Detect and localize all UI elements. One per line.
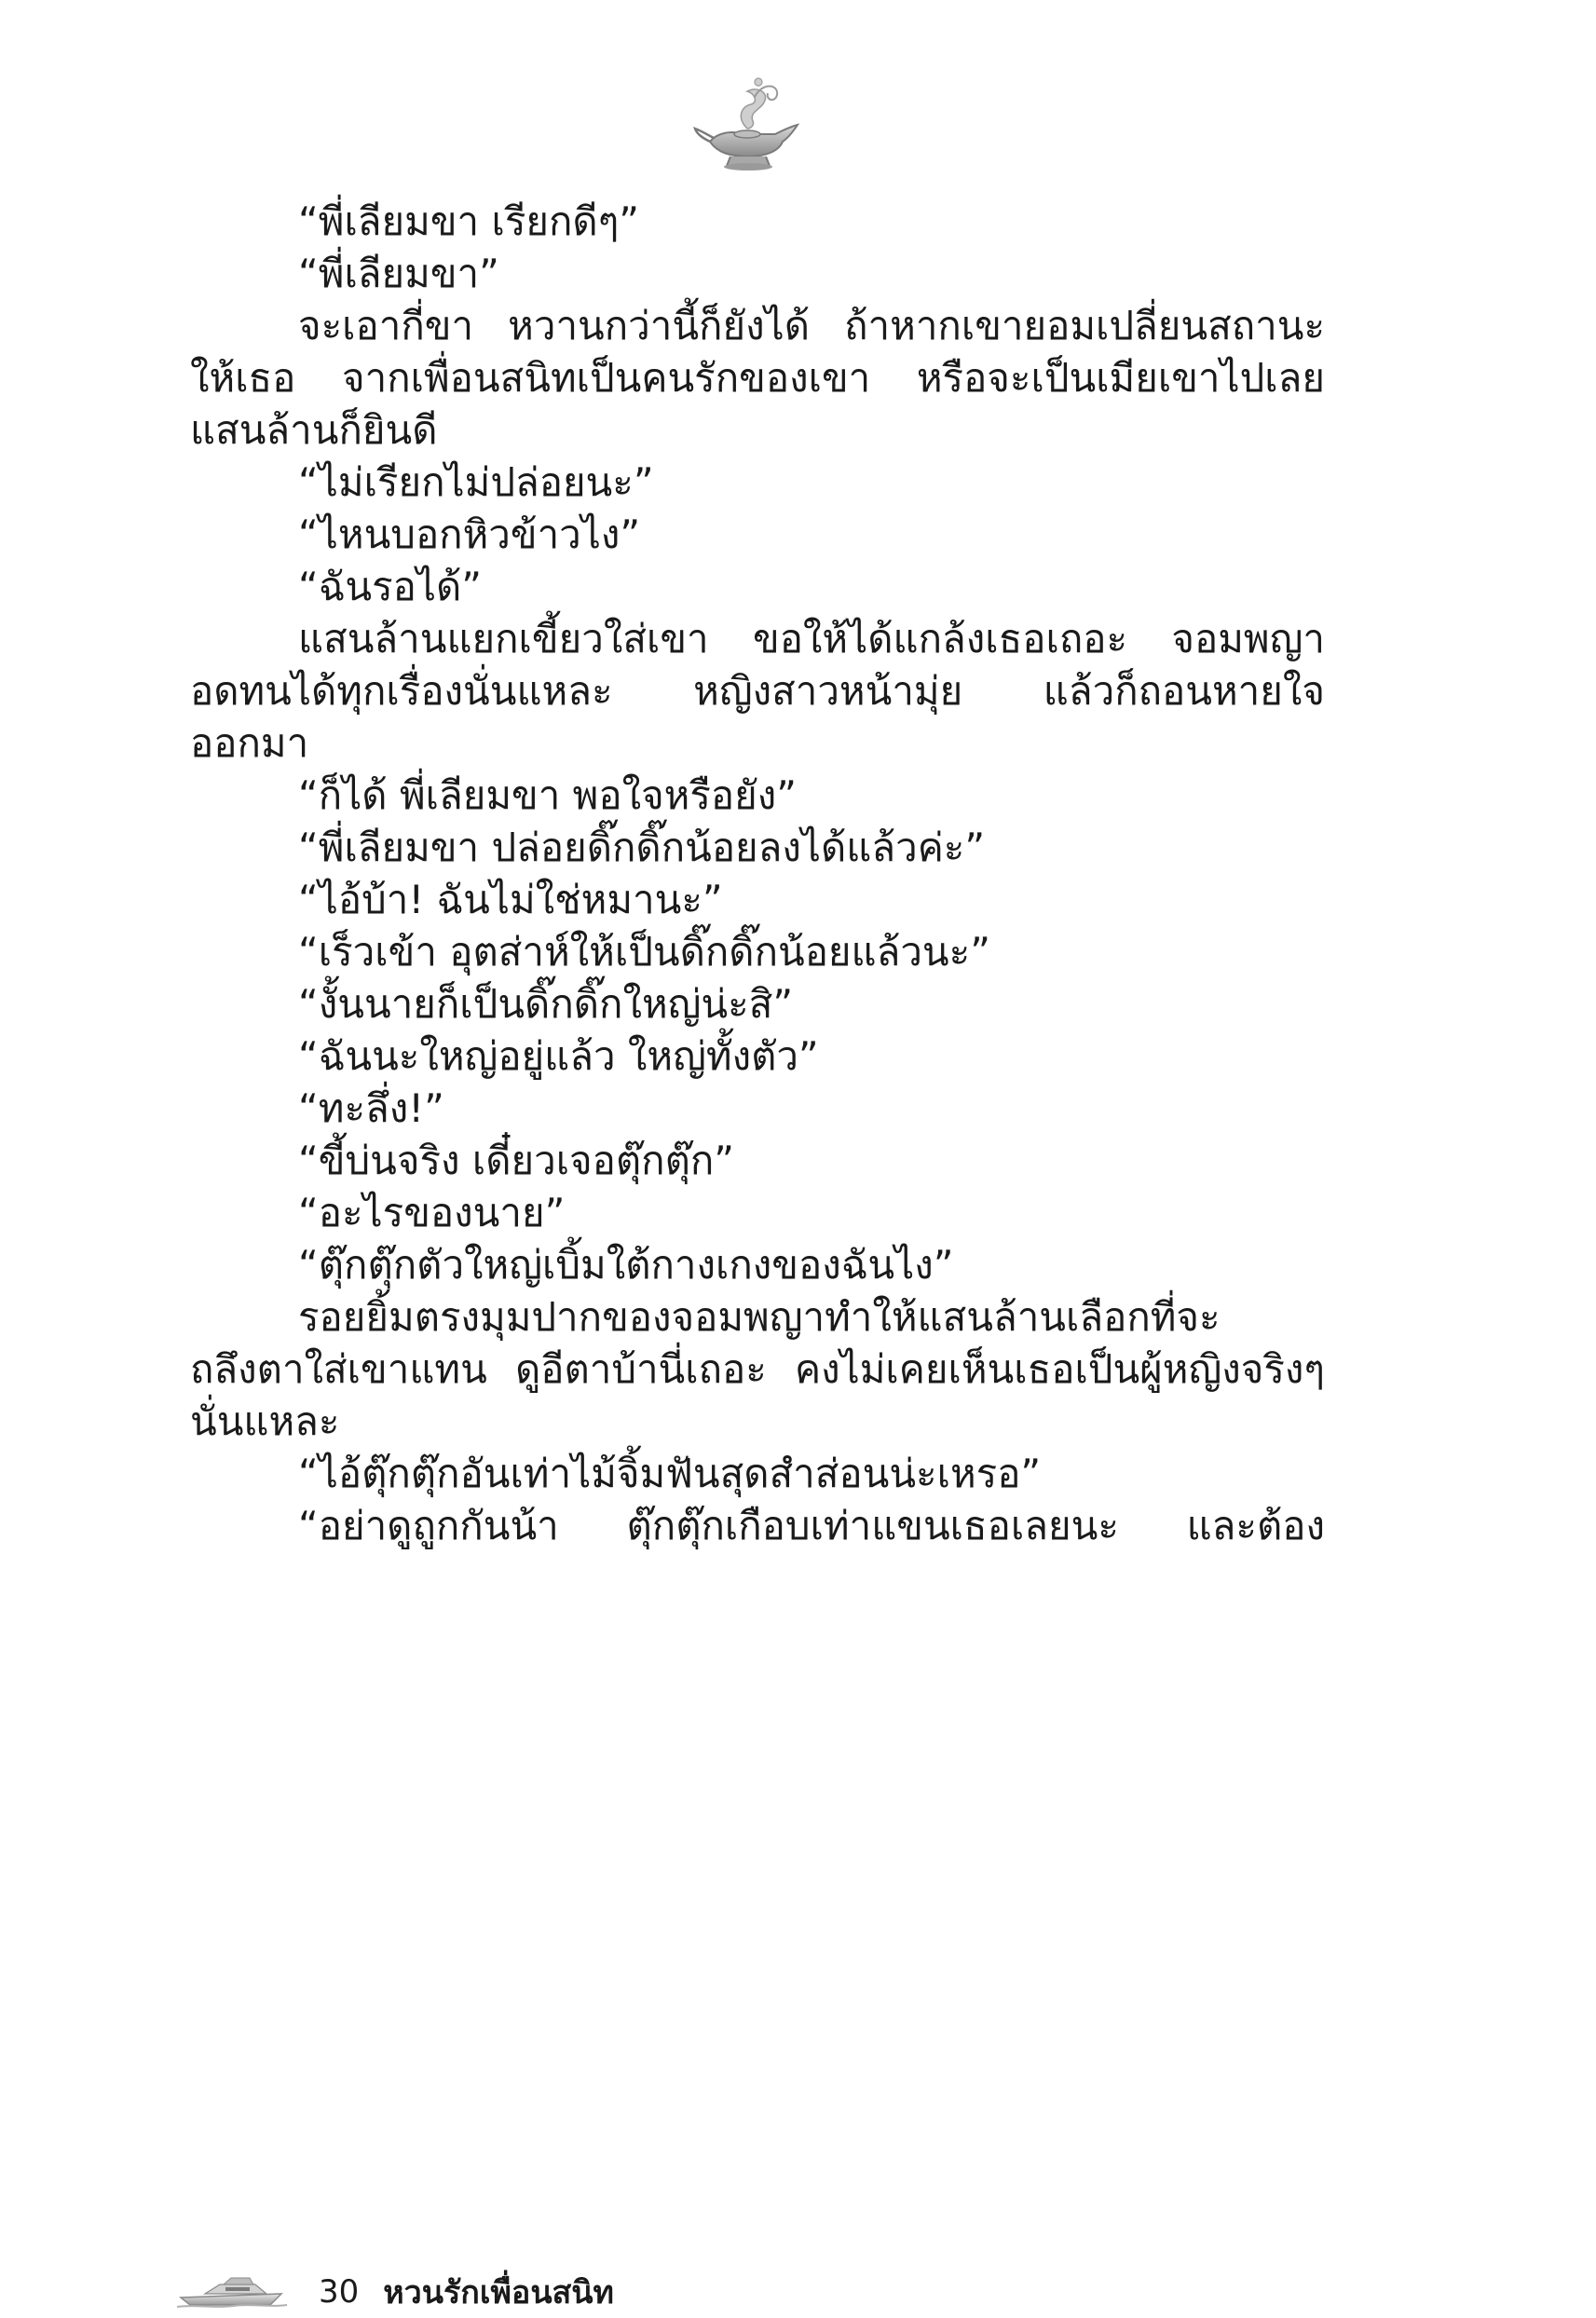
text-line: “ฉันรอได้” bbox=[298, 564, 483, 609]
text-line: แสนล้านแยกเขี้ยวใส่เขา ขอให้ได้แกล้งเธอเถอะ จอมพญา bbox=[298, 616, 1325, 661]
text-line: “พี่เลียมขา ปล่อยดิ๊กดิ๊กน้อยลงได้แล้วค่ะ” bbox=[298, 825, 986, 870]
text-line: “ทะลึ่ง!” bbox=[298, 1085, 444, 1131]
text-line: “เร็วเข้า อุตส่าห์ให้เป็นดิ๊กดิ๊กน้อยแล้วนะ” bbox=[298, 929, 990, 975]
text-line: อดทนได้ทุกเรื่องนั่นแหละ หญิงสาวหน้ามุ่ย แล้วก็ถอนหายใจ bbox=[190, 668, 1325, 714]
text-line: “ไม่เรียกไม่ปล่อยนะ” bbox=[298, 459, 654, 505]
text-line: จะเอากี่ขา หวานกว่านี้ก็ยังได้ ถ้าหากเขายอมเปลี่ยนสถานะ bbox=[298, 303, 1325, 348]
text-line: “ไอ้ตุ๊กตุ๊กอันเท่าไม้จิ้มฟันสุดสำส่อนน่ะเหรอ” bbox=[298, 1451, 1042, 1496]
text-line: ออกมา bbox=[190, 720, 309, 766]
yacht-icon bbox=[177, 2273, 287, 2311]
text-line: “ไอ้บ้า! ฉันไม่ใช่หมานะ” bbox=[298, 877, 723, 922]
page-number: 30 bbox=[319, 2273, 360, 2311]
text-line: “พี่เลียมขา เรียกดีๆ” bbox=[298, 198, 640, 244]
text-line: “ก็ได้ พี่เลียมขา พอใจหรือยัง” bbox=[298, 772, 798, 818]
text-line: “งั้นนายก็เป็นดิ๊กดิ๊กใหญ่น่ะสิ” bbox=[298, 981, 794, 1027]
text-line: “ฉันนะใหญ่อยู่แล้ว ใหญ่ทั้งตัว” bbox=[298, 1033, 819, 1079]
text-line: “อะไรของนาย” bbox=[298, 1190, 566, 1235]
body-text bbox=[190, 196, 1325, 1552]
text-line: แสนล้านก็ยินดี bbox=[190, 407, 438, 453]
text-line: “พี่เลียมขา” bbox=[298, 251, 499, 296]
text-line: “ขี้บ่นจริง เดี๋ยวเจอตุ๊กตุ๊ก” bbox=[298, 1138, 735, 1183]
text-line: ถลึงตาใส่เขาแทน ดูอีตาบ้านี่เถอะ คงไม่เคยเห็นเธอเป็นผู้หญิงจริงๆ bbox=[190, 1346, 1325, 1392]
text-line: รอยยิ้มตรงมุมปากของจอมพญาทำให้แสนล้านเลือกที่จะ bbox=[298, 1294, 1221, 1340]
book-title: หวนรักเพื่อนสนิท bbox=[383, 2274, 614, 2311]
text-line: ให้เธอ จากเพื่อนสนิทเป็นคนรักของเขา หรือจะเป็นเมียเขาไปเลย bbox=[190, 355, 1325, 401]
text-line: “อย่าดูถูกกันน้า ตุ๊กตุ๊กเกือบเท่าแขนเธอเลยนะ และต้อง bbox=[298, 1503, 1325, 1548]
genie-lamp-icon bbox=[689, 73, 811, 175]
text-line: “ไหนบอกหิวข้าวไง” bbox=[298, 511, 641, 557]
text-line: นั่นแหละ bbox=[190, 1398, 340, 1444]
text-line: “ตุ๊กตุ๊กตัวใหญ่เบิ้มใต้กางเกงของฉันไง” bbox=[298, 1242, 954, 1288]
